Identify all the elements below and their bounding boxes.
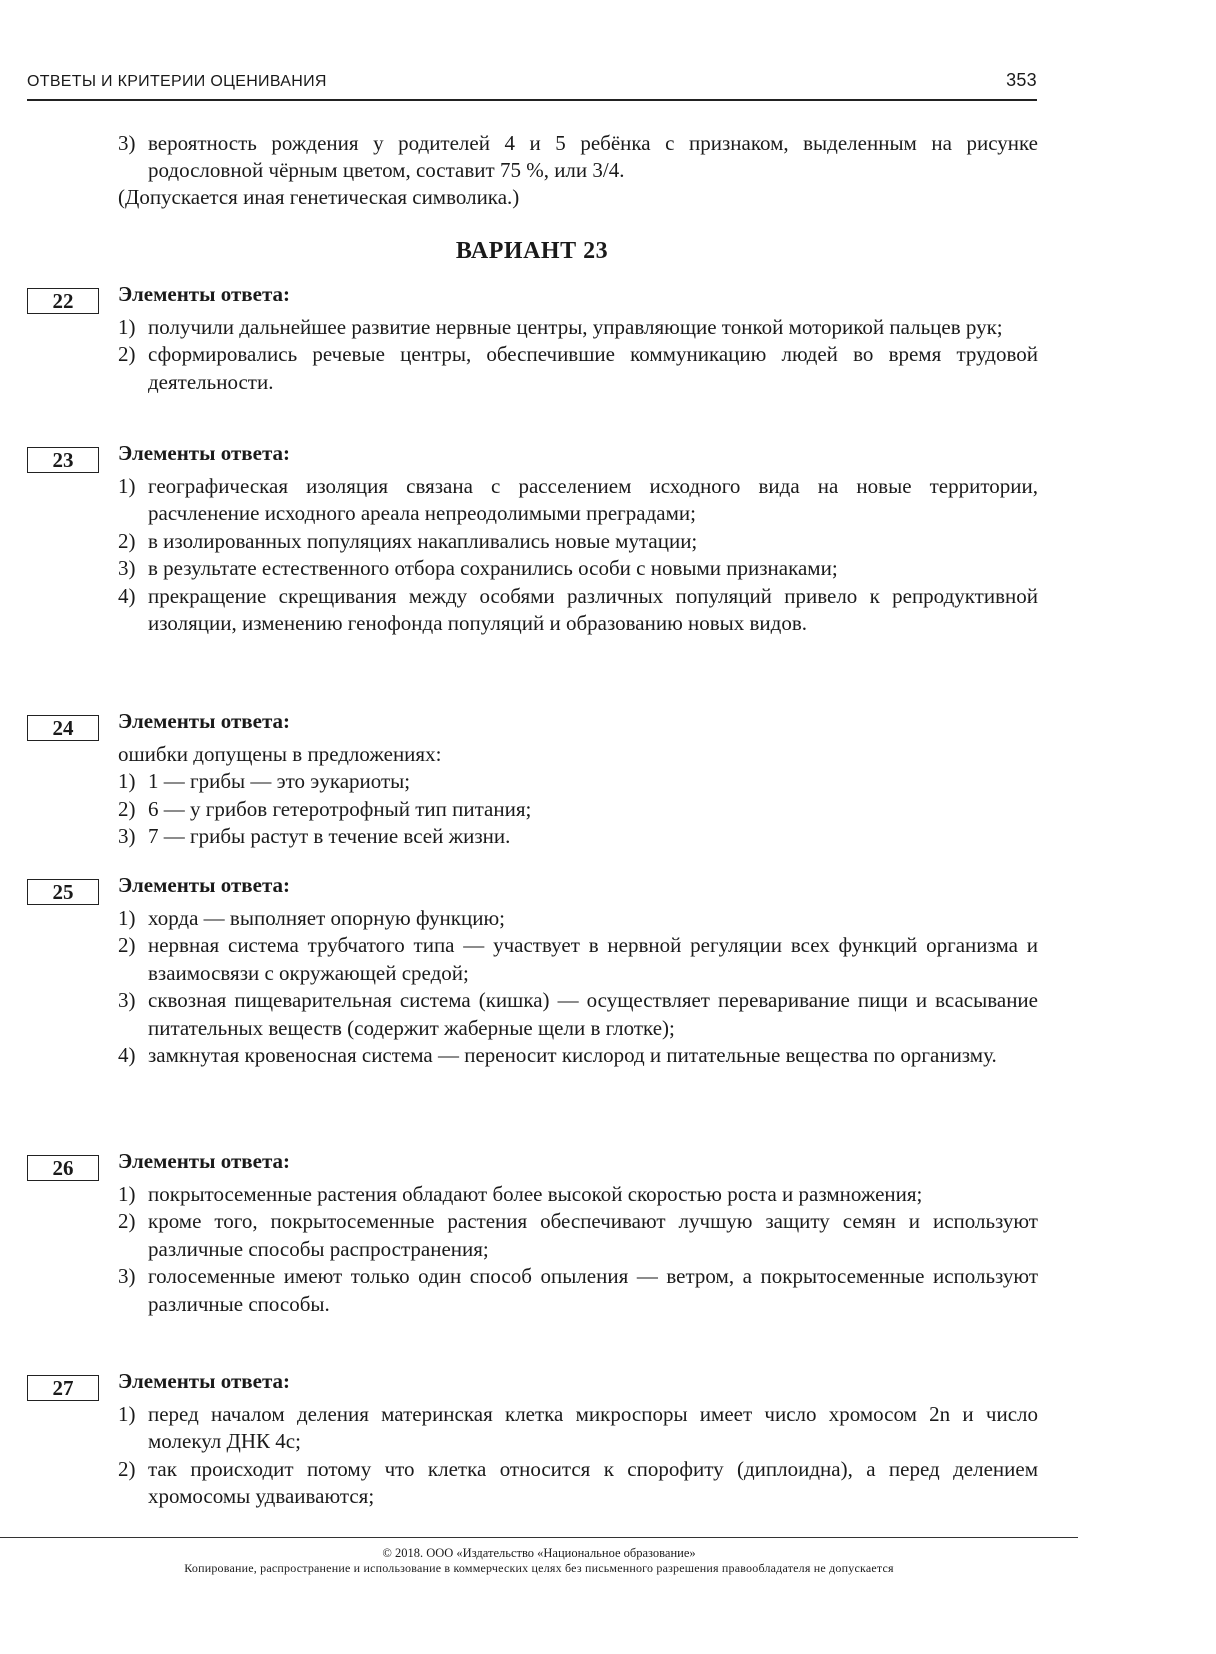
task-number-box: 22	[27, 288, 99, 314]
answer-elements-heading: Элементы ответа:	[118, 709, 291, 733]
task-number-box: 27	[27, 1375, 99, 1401]
list-item	[118, 1263, 1038, 1318]
running-header	[27, 70, 1037, 91]
task-content	[118, 440, 1038, 638]
list-item-number: 1)	[118, 769, 136, 793]
list-item-text: географическая изоляция связана с расселением исходного вида на новые территории, расчленение исходного ареала непреодолимыми преградами;	[148, 473, 1038, 525]
list-item-number: 2)	[118, 796, 136, 821]
list-item-number: 2)	[118, 1209, 136, 1233]
list-item-text: прекращение скрещивания между особями различных популяций привело к репродуктивной изоляции, изменению генофонда популяций и образованию новых видов.	[148, 583, 1038, 635]
list-item	[118, 528, 1038, 556]
list-item-text: вероятность рождения у родителей 4 и 5 ребёнка с признаком, выделенным на рисунке родословной чёрным цветом, составит 75 %, или 3/4.	[148, 131, 1038, 182]
list-item	[118, 473, 1038, 528]
list-item-number: 3)	[118, 131, 136, 155]
list-item	[118, 341, 1038, 396]
task-number-box: 23	[27, 447, 99, 473]
list-item-text: получили дальнейшее развитие нервные центры, управляющие тонкой моторикой пальцев рук;	[148, 314, 1003, 339]
errors-lead-text: ошибки допущены в предложениях:	[118, 741, 442, 766]
variant-title: ВАРИАНТ 23	[455, 238, 609, 264]
answer-elements-heading: Элементы ответа:	[118, 1369, 291, 1393]
page-footer	[0, 1546, 1078, 1576]
answer-elements-heading: Элементы ответа:	[118, 1149, 291, 1173]
list-item	[118, 130, 1038, 184]
list-item-number: 2)	[118, 528, 136, 553]
list-item-number: 1)	[118, 473, 136, 498]
list-item-number: 3)	[118, 988, 136, 1012]
list-item	[118, 932, 1038, 987]
answer-elements-heading: Элементы ответа:	[118, 282, 291, 306]
task-content	[118, 1148, 1038, 1318]
task-content	[118, 281, 1038, 396]
list-item-text: голосеменные имеют только один способ опыления — ветром, а покрытосеменные используют различные способы.	[148, 1264, 1038, 1316]
task-content	[118, 708, 1038, 851]
list-item-number: 3)	[118, 556, 136, 580]
task-number-box: 26	[27, 1155, 99, 1181]
list-item-text: хорда — выполняет опорную функцию;	[148, 905, 505, 930]
list-item	[118, 1401, 1038, 1456]
list-item	[118, 1042, 1038, 1070]
list-item-text: нервная система трубчатого типа — участвует в нервной регуляции всех функций организма и взаимосвязи с окружающей средой;	[148, 933, 1038, 985]
list-item-number: 1)	[118, 905, 136, 930]
list-item	[118, 796, 1038, 824]
list-item	[118, 583, 1038, 638]
list-item-text: покрытосеменные растения обладают более высокой скоростью роста и размножения;	[148, 1181, 923, 1206]
task-number-box: 25	[27, 879, 99, 905]
list-item-number: 1)	[118, 314, 136, 339]
list-item-number: 2)	[118, 342, 136, 366]
page-number: 353	[1006, 70, 1037, 90]
list-item-text: сквозная пищеварительная система (кишка) — осуществляет переваривание пищи и всасывание питательных веществ (содержит жаберные щели в глотке);	[148, 988, 1038, 1040]
list-item-number: 1)	[118, 1181, 136, 1206]
list-item	[118, 1456, 1038, 1511]
list-item	[118, 1181, 1038, 1209]
list-item	[118, 823, 1038, 851]
list-item	[118, 905, 1038, 933]
list-item-text: в результате естественного отбора сохранились особи с новыми признаками;	[148, 556, 838, 580]
list-item-text: 6 — у грибов гетеротрофный тип питания;	[148, 796, 532, 821]
list-item-number: 2)	[118, 933, 136, 957]
list-item-text: в изолированных популяциях накапливались новые мутации;	[148, 528, 698, 553]
list-item	[118, 1208, 1038, 1263]
list-item-text: перед началом деления материнская клетка микроспоры имеет число хромосом 2n и число молекул ДНК 4с;	[148, 1401, 1038, 1453]
task-content	[118, 1368, 1038, 1511]
list-item-text: так происходит потому что клетка относится к спорофиту (диплоидна), а перед делением хромосомы удваиваются;	[148, 1456, 1038, 1508]
symbolism-note: (Допускается иная генетическая символика.)	[118, 185, 520, 209]
task-content	[118, 872, 1038, 1070]
list-item-text: замкнутая кровеносная система — переносит кислород и питательные вещества по организму.	[148, 1043, 997, 1067]
list-item-number: 1)	[118, 1401, 136, 1426]
task-number-box: 24	[27, 715, 99, 741]
list-item-text: 7 — грибы растут в течение всей жизни.	[148, 824, 511, 848]
list-item-text: кроме того, покрытосеменные растения обеспечивают лучшую защиту семян и используют различные способы распространения;	[148, 1209, 1038, 1261]
intro-continuation	[118, 130, 1038, 211]
list-item-number: 4)	[118, 583, 136, 608]
answer-elements-heading: Элементы ответа:	[118, 441, 291, 465]
copyright-notice: Копирование, распространение и использование в коммерческих целях без письменного разрешения правообладателя не допускается	[184, 1561, 894, 1575]
list-item	[118, 555, 1038, 583]
list-item	[118, 987, 1038, 1042]
list-item-number: 2)	[118, 1456, 136, 1481]
footer-rule	[0, 1537, 1078, 1538]
list-item	[118, 314, 1038, 342]
list-item-text: 1 — грибы — это эукариоты;	[148, 769, 411, 793]
list-item-number: 3)	[118, 1264, 136, 1288]
list-item-number: 3)	[118, 824, 136, 848]
header-rule	[27, 99, 1037, 101]
answer-elements-heading: Элементы ответа:	[118, 873, 291, 897]
list-item	[118, 768, 1038, 796]
list-item-number: 4)	[118, 1043, 136, 1067]
running-header-title: ОТВЕТЫ И КРИТЕРИИ ОЦЕНИВАНИЯ	[27, 73, 327, 90]
copyright-line: © 2018. ООО «Издательство «Национальное образование»	[382, 1546, 696, 1560]
list-item-text: сформировались речевые центры, обеспечившие коммуникацию людей во время трудовой деятельности.	[148, 342, 1038, 394]
